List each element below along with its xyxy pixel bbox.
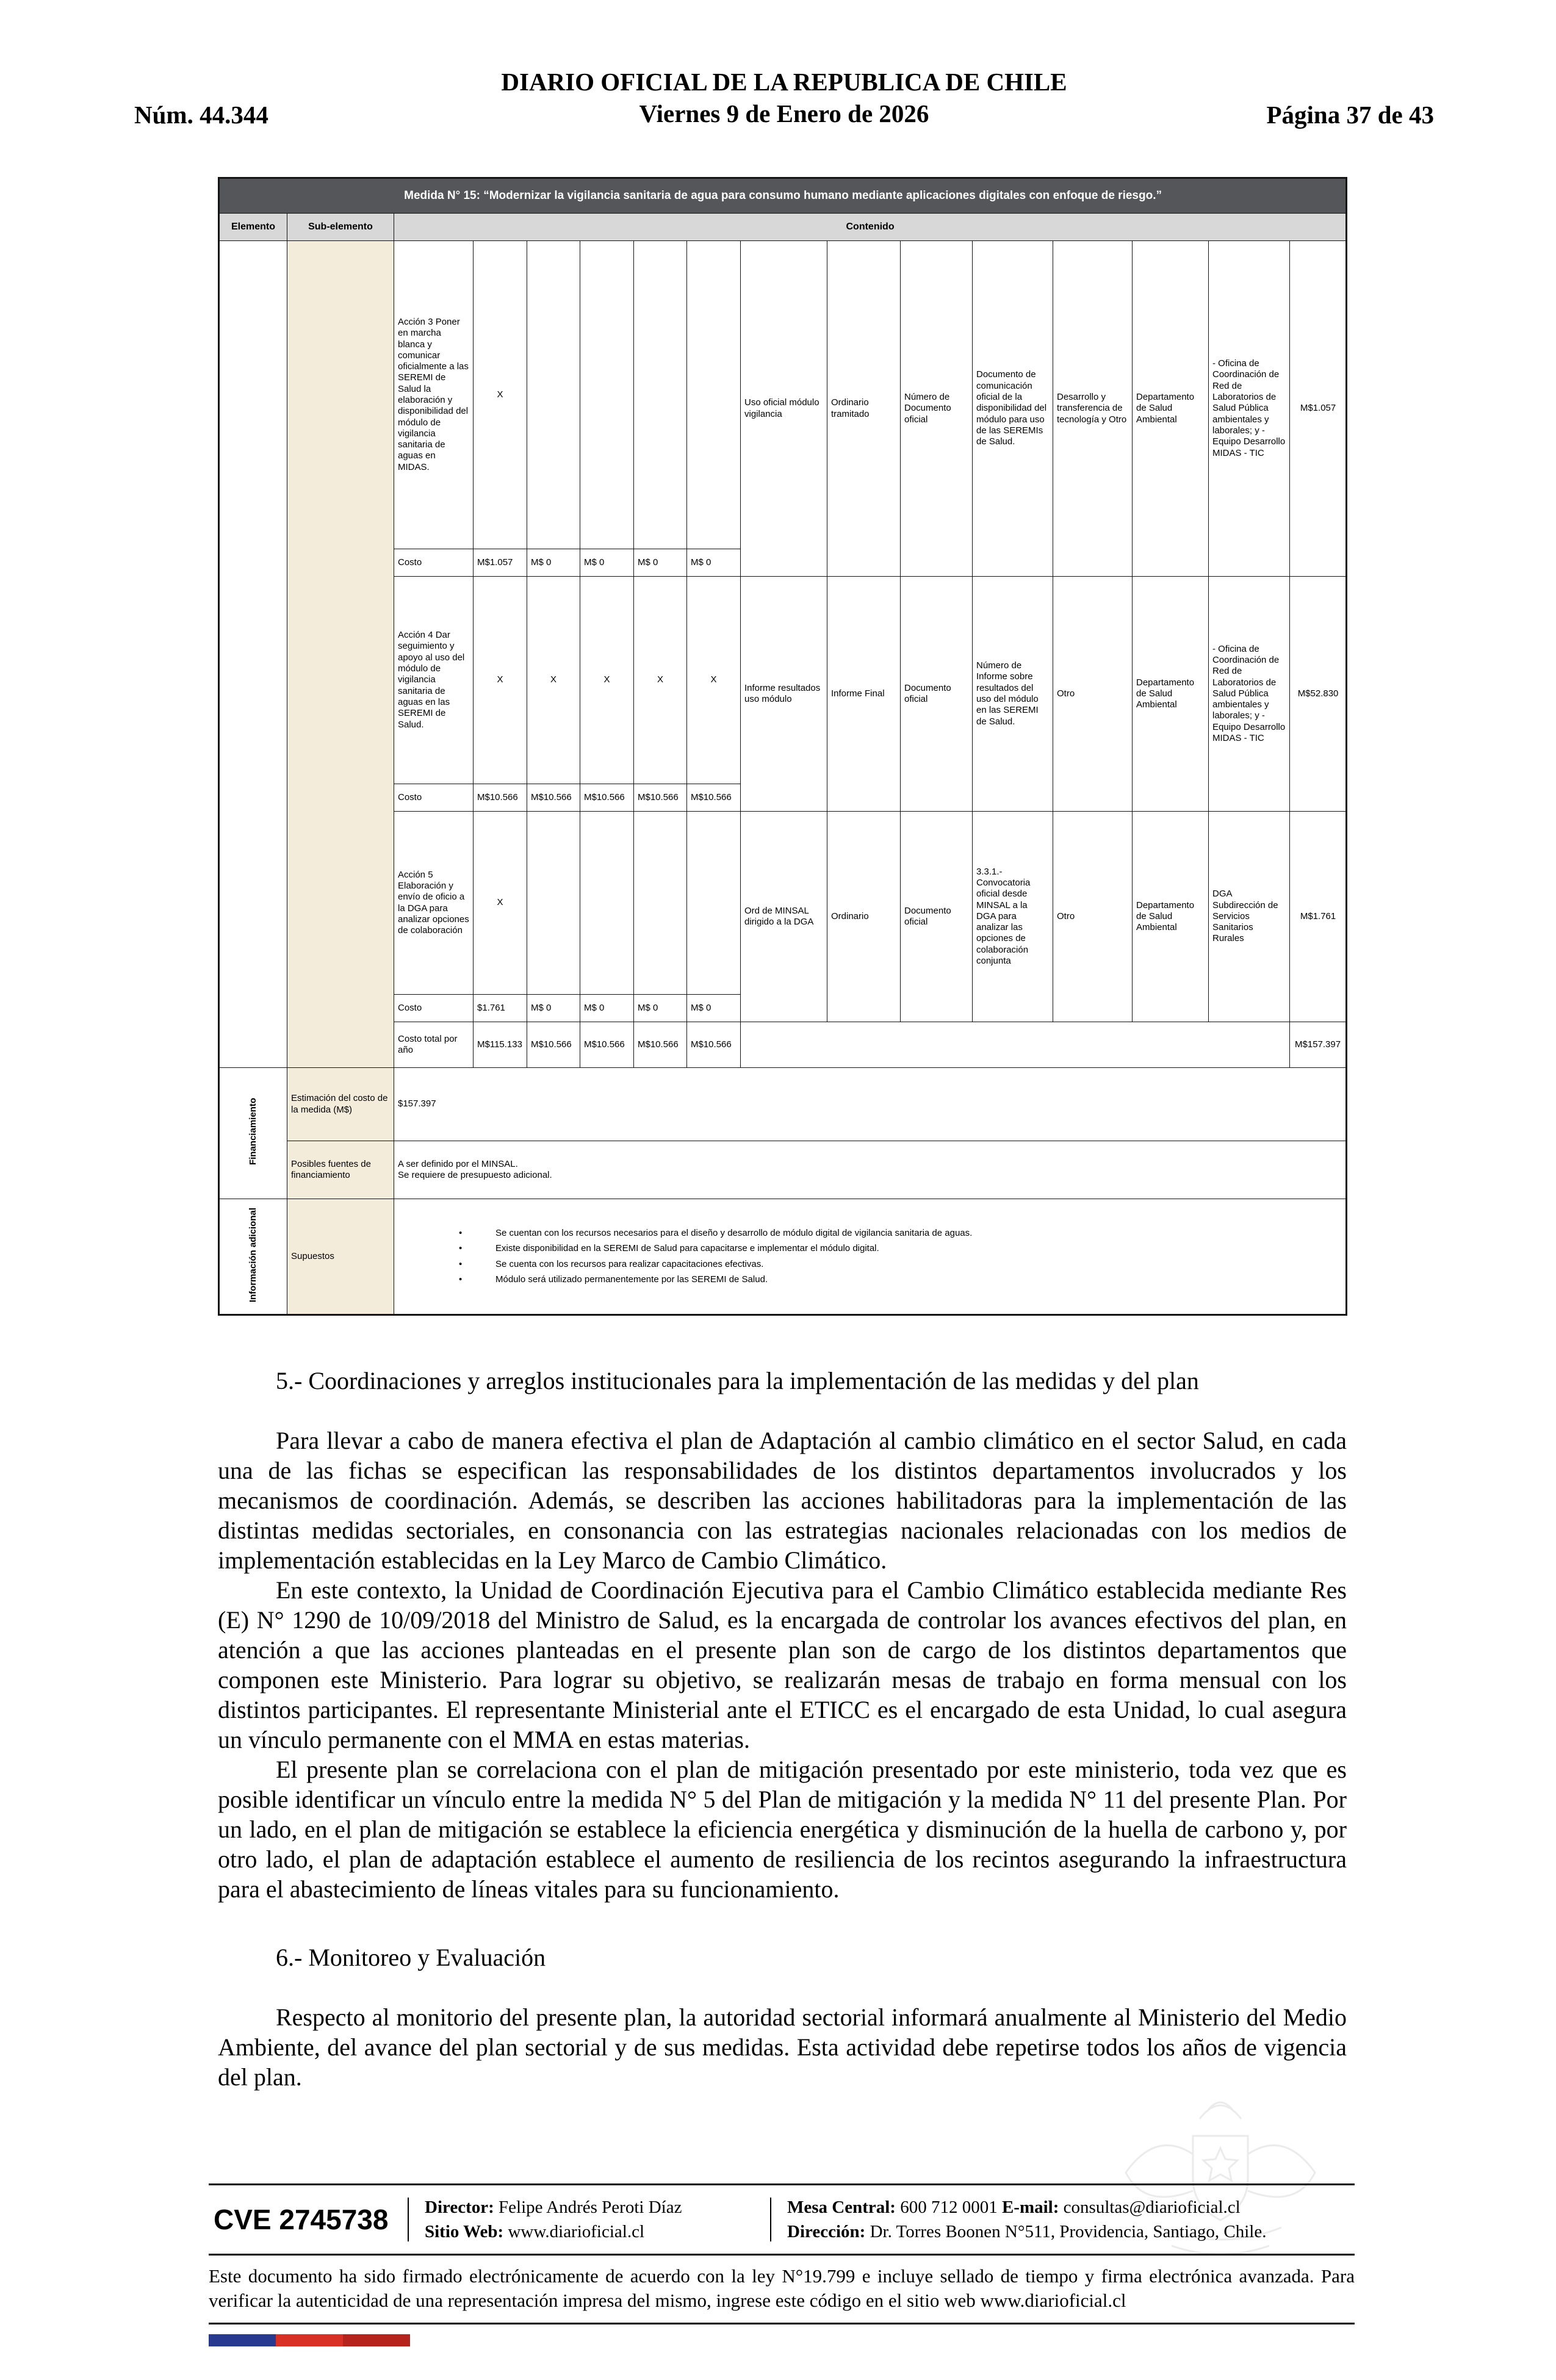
fuentes-financiamiento-valor [394, 1141, 1347, 1199]
accion4-costo-medida: M$52.830 [1290, 577, 1347, 812]
chile-flag-bar [209, 2334, 410, 2346]
divider [408, 2198, 409, 2241]
flag-red-segment [276, 2334, 343, 2346]
accion4-year-mark: X [474, 577, 527, 784]
fuentes-linea-1: A ser definido por el MINSAL. [398, 1158, 518, 1169]
estimacion-costo-label: Estimación del costo de la medida (M$) [287, 1068, 394, 1141]
measure-table [218, 177, 1347, 1316]
website-link[interactable]: www.diarioficial.cl [508, 2222, 645, 2241]
total-costo-medida: M$157.397 [1290, 1022, 1347, 1068]
accion5-costo-valor: M$ 0 [527, 995, 580, 1022]
accion3-year-mark [527, 241, 580, 549]
paragraph: Para llevar a cabo de manera efectiva el plan de Adaptación al cambio climático en el sector Salud, en cada una de las fichas se especifican las responsabilidades de los distintos departamentos involucrados y los mecanismos de coordinación. Además, se describen las acciones habilitadoras para la implementación de las distintas medidas sectoriales, en consonancia con las estrategias nacionales relacionadas con los medios de implementación establecidas en la Ley Marco de Cambio Climático. [218, 1427, 1347, 1574]
accion4-costo-label: Costo [394, 784, 474, 812]
financiamiento-label: Financiamiento [247, 1098, 258, 1166]
accion5-costo-medida: M$1.761 [1290, 812, 1347, 1022]
total-row-label: Costo total por año [394, 1022, 474, 1068]
bullet-icon: • [459, 1243, 463, 1254]
accion4-costo-valor: M$10.566 [474, 784, 527, 812]
accion3-year-mark: X [474, 241, 527, 549]
total-row-empty [741, 1022, 1290, 1068]
accion4-year-mark: X [580, 577, 634, 784]
masthead-title: DIARIO OFICIAL DE LA REPUBLICA DE CHILE [501, 68, 1067, 96]
accion3-costo-label: Costo [394, 549, 474, 577]
contact-block [787, 2195, 1266, 2244]
accion4-year-mark: X [687, 577, 741, 784]
accion4-desc: Acción 4 Dar seguimiento y apoyo al uso del módulo de vigilancia sanitaria de aguas en las SEREMI de Salud. [394, 577, 474, 784]
accion5-doc: Documento oficial [901, 812, 973, 1022]
email-link[interactable]: consultas@diarioficial.cl [1063, 2198, 1241, 2217]
director-block [425, 2195, 754, 2244]
accion5-year-mark [527, 812, 580, 995]
estimacion-costo-valor: $157.397 [394, 1068, 1347, 1141]
accion5-year-mark [580, 812, 634, 995]
accion3-costo-valor: M$ 0 [527, 549, 580, 577]
paragraph: En este contexto, la Unidad de Coordinación Ejecutiva para el Cambio Climático establecida mediante Res (E) N° 1290 de 10/09/2018 del Ministro de Salud, es la encargada de controlar los avances efectivos del plan, en atención a que las acciones planteadas en el presente plan son de cargo de los distintos departamentos que componen este Ministerio. Para lograr su objetivo, se realizarán mesas de trabajo en forma mensual con los distintos participantes. El representante Ministerial ante el ETICC es el encargado de esta Unidad, lo cual asegura un vínculo permanente con el MMA en estas materias. [218, 1576, 1347, 1753]
accion4-doc: Documento oficial [901, 577, 973, 812]
accion4-responsable: Departamento de Salud Ambiental [1133, 577, 1209, 812]
accion5-year-mark [687, 812, 741, 995]
accion3-responsable: Departamento de Salud Ambiental [1133, 241, 1209, 577]
accion3-costo-valor: M$ 0 [634, 549, 687, 577]
accion3-costo-medida: M$1.057 [1290, 241, 1347, 577]
total-costo-valor: M$115.133 [474, 1022, 527, 1068]
accion3-costo-valor: M$1.057 [474, 549, 527, 577]
accion5-costo-valor: M$ 0 [634, 995, 687, 1022]
accion3-doc: Número de Documento oficial [901, 241, 973, 577]
director-line: Director: Felipe Andrés Peroti Díaz [425, 2198, 682, 2217]
divider [209, 2323, 1355, 2324]
page-footer [209, 2183, 1355, 2346]
accion4-detalle: Número de Informe sobre resultados del uso del módulo en las SEREMI de Salud. [973, 577, 1053, 812]
total-costo-valor: M$10.566 [687, 1022, 741, 1068]
accion4-year-mark: X [527, 577, 580, 784]
accion4-costo-valor: M$10.566 [527, 784, 580, 812]
section-6-heading: 6.- Monitoreo y Evaluación [276, 1944, 546, 1971]
subelemento-empty-cell [287, 241, 394, 1068]
bullet-icon: • [459, 1258, 463, 1269]
accion3-medio: Uso oficial módulo vigilancia [741, 241, 827, 577]
supuesto-item: • Módulo será utilizado permanentemente por las SEREMI de Salud. [459, 1274, 768, 1285]
accion3-categoria: Desarrollo y transferencia de tecnología y Otro [1053, 241, 1133, 577]
measure-title: Medida N° 15: “Modernizar la vigilancia sanitaria de agua para consumo humano mediante aplicaciones digitales con enfoque de riesgo.” [219, 178, 1347, 214]
paragraph: Respecto al monitorio del presente plan, la autoridad sectorial informará anualmente al Ministerio del Medio Ambiente, del avance del plan sectorial y de sus medidas. Esta actividad debe repetirse todos los años de vigencia del plan. [218, 2003, 1347, 2091]
accion5-year-mark: X [474, 812, 527, 995]
accion4-categoria: Otro [1053, 577, 1133, 812]
accion4-year-mark: X [634, 577, 687, 784]
info-adicional-label: Información adicional [247, 1207, 258, 1302]
cve-code: CVE 2745738 [214, 2204, 389, 2235]
accion4-colaboradores: - Oficina de Coordinación de Red de Laboratorios de Salud Pública ambientales y laborales; y - Equipo Desarrollo MIDAS - TIC [1209, 577, 1290, 812]
accion5-responsable: Departamento de Salud Ambiental [1133, 812, 1209, 1022]
accion3-costo-valor: M$ 0 [580, 549, 634, 577]
body-text [218, 1366, 1347, 2092]
accion5-medio: Ord de MINSAL dirigido a la DGA [741, 812, 827, 1022]
cve-row [209, 2185, 1355, 2254]
elemento-empty-cell [219, 241, 287, 1068]
page-number: Página 37 de 43 [1266, 101, 1434, 129]
accion3-detalle: Documento de comunicación oficial de la disponibilidad del módulo para uso de las SEREMIs de Salud. [973, 241, 1053, 577]
accion3-colaboradores: - Oficina de Coordinación de Red de Laboratorios de Salud Pública ambientales y laborales; y - Equipo Desarrollo MIDAS - TIC [1209, 241, 1290, 577]
accion5-colaboradores: DGA Subdirección de Servicios Sanitarios Rurales [1209, 812, 1290, 1022]
col-header-elemento: Elemento [219, 214, 287, 241]
masthead [342, 66, 1226, 129]
supuesto-item: • Se cuenta con los recursos para realizar capacitaciones efectivas. [459, 1258, 764, 1269]
page-header [134, 66, 1434, 129]
paragraph: El presente plan se correlaciona con el plan de mitigación presentado por este ministerio, toda vez que es posible identificar un vínculo entre la medida N° 5 del Plan de mitigación y la medida N° 11 del presente Plan. Por un lado, en el plan de mitigación se establece la eficiencia energética y disminución de la huella de carbono y, por otro lado, el plan de adaptación establece el aumento de resiliencia de los recintos asegurando la infraestructura para el abastecimiento de líneas vitales para su funcionamiento. [218, 1756, 1347, 1903]
accion4-costo-valor: M$10.566 [687, 784, 741, 812]
accion5-categoria: Otro [1053, 812, 1133, 1022]
total-costo-valor: M$10.566 [527, 1022, 580, 1068]
bullet-icon: • [459, 1274, 463, 1285]
accion5-year-mark [634, 812, 687, 995]
total-costo-valor: M$10.566 [580, 1022, 634, 1068]
bullet-icon: • [459, 1227, 463, 1238]
accion4-costo-valor: M$10.566 [634, 784, 687, 812]
legal-notice: Este documento ha sido firmado electrónicamente de acuerdo con la ley N°19.799 e incluye sellado de tiempo y firma electrónica avanzada. Para verificar la autenticidad de una representación impresa del mismo, ingrese este código en el sitio web www.diarioficial.cl [209, 2265, 1355, 2311]
accion5-costo-valor: M$ 0 [580, 995, 634, 1022]
masthead-date: Viernes 9 de Enero de 2026 [639, 99, 929, 128]
mesa-central-line: Mesa Central: 600 712 0001 E-mail: consultas@diarioficial.cl [787, 2198, 1241, 2217]
financiamiento-label-cell [219, 1068, 287, 1199]
accion3-costo-valor: M$ 0 [687, 549, 741, 577]
accion3-desc: Acción 3 Poner en marcha blanca y comunicar oficialmente a las SEREMI de Salud la elaboración y disponibilidad del módulo de vigilancia sanitaria de aguas en MIDAS. [394, 241, 474, 549]
divider [770, 2198, 771, 2241]
accion3-tipo: Ordinario tramitado [827, 241, 901, 577]
direccion-line: Dirección: Dr. Torres Boonen N°511, Providencia, Santiago, Chile. [787, 2222, 1267, 2241]
accion4-costo-valor: M$10.566 [580, 784, 634, 812]
accion3-year-mark [634, 241, 687, 549]
accion5-tipo: Ordinario [827, 812, 901, 1022]
supuestos-label: Supuestos [287, 1199, 394, 1315]
fuentes-financiamiento-label: Posibles fuentes de financiamiento [287, 1141, 394, 1199]
col-header-subelemento: Sub-elemento [287, 214, 394, 241]
total-costo-valor: M$10.566 [634, 1022, 687, 1068]
supuestos-contenido [394, 1199, 1347, 1315]
section-5-heading: 5.- Coordinaciones y arreglos institucionales para la implementación de las medidas y del plan [276, 1367, 1199, 1394]
accion5-detalle: 3.3.1.- Convocatoria oficial desde MINSAL a la DGA para analizar las opciones de colaboración conjunta [973, 812, 1053, 1022]
flag-darkred-segment [343, 2334, 410, 2346]
accion4-tipo: Informe Final [827, 577, 901, 812]
accion5-costo-valor: M$ 0 [687, 995, 741, 1022]
supuesto-item: • Se cuentan con los recursos necesarios para el diseño y desarrollo de módulo digital de vigilancia sanitaria de aguas. [459, 1227, 973, 1238]
accion5-desc: Acción 5 Elaboración y envío de oficio a la DGA para analizar opciones de colaboración [394, 812, 474, 995]
supuesto-item: • Existe disponibilidad en la SEREMI de Salud para capacitarse e implementar el módulo digital. [459, 1243, 879, 1254]
flag-blue-segment [209, 2334, 276, 2346]
info-adicional-label-cell [219, 1199, 287, 1315]
accion5-costo-label: Costo [394, 995, 474, 1022]
fuentes-linea-2: Se requiere de presupuesto adicional. [398, 1170, 552, 1180]
col-header-contenido: Contenido [394, 214, 1347, 241]
accion3-year-mark [580, 241, 634, 549]
accion5-costo-valor: $1.761 [474, 995, 527, 1022]
issue-number: Núm. 44.344 [134, 101, 268, 129]
accion3-year-mark [687, 241, 741, 549]
sitio-web-line: Sitio Web: www.diarioficial.cl [425, 2222, 645, 2241]
accion4-medio: Informe resultados uso módulo [741, 577, 827, 812]
